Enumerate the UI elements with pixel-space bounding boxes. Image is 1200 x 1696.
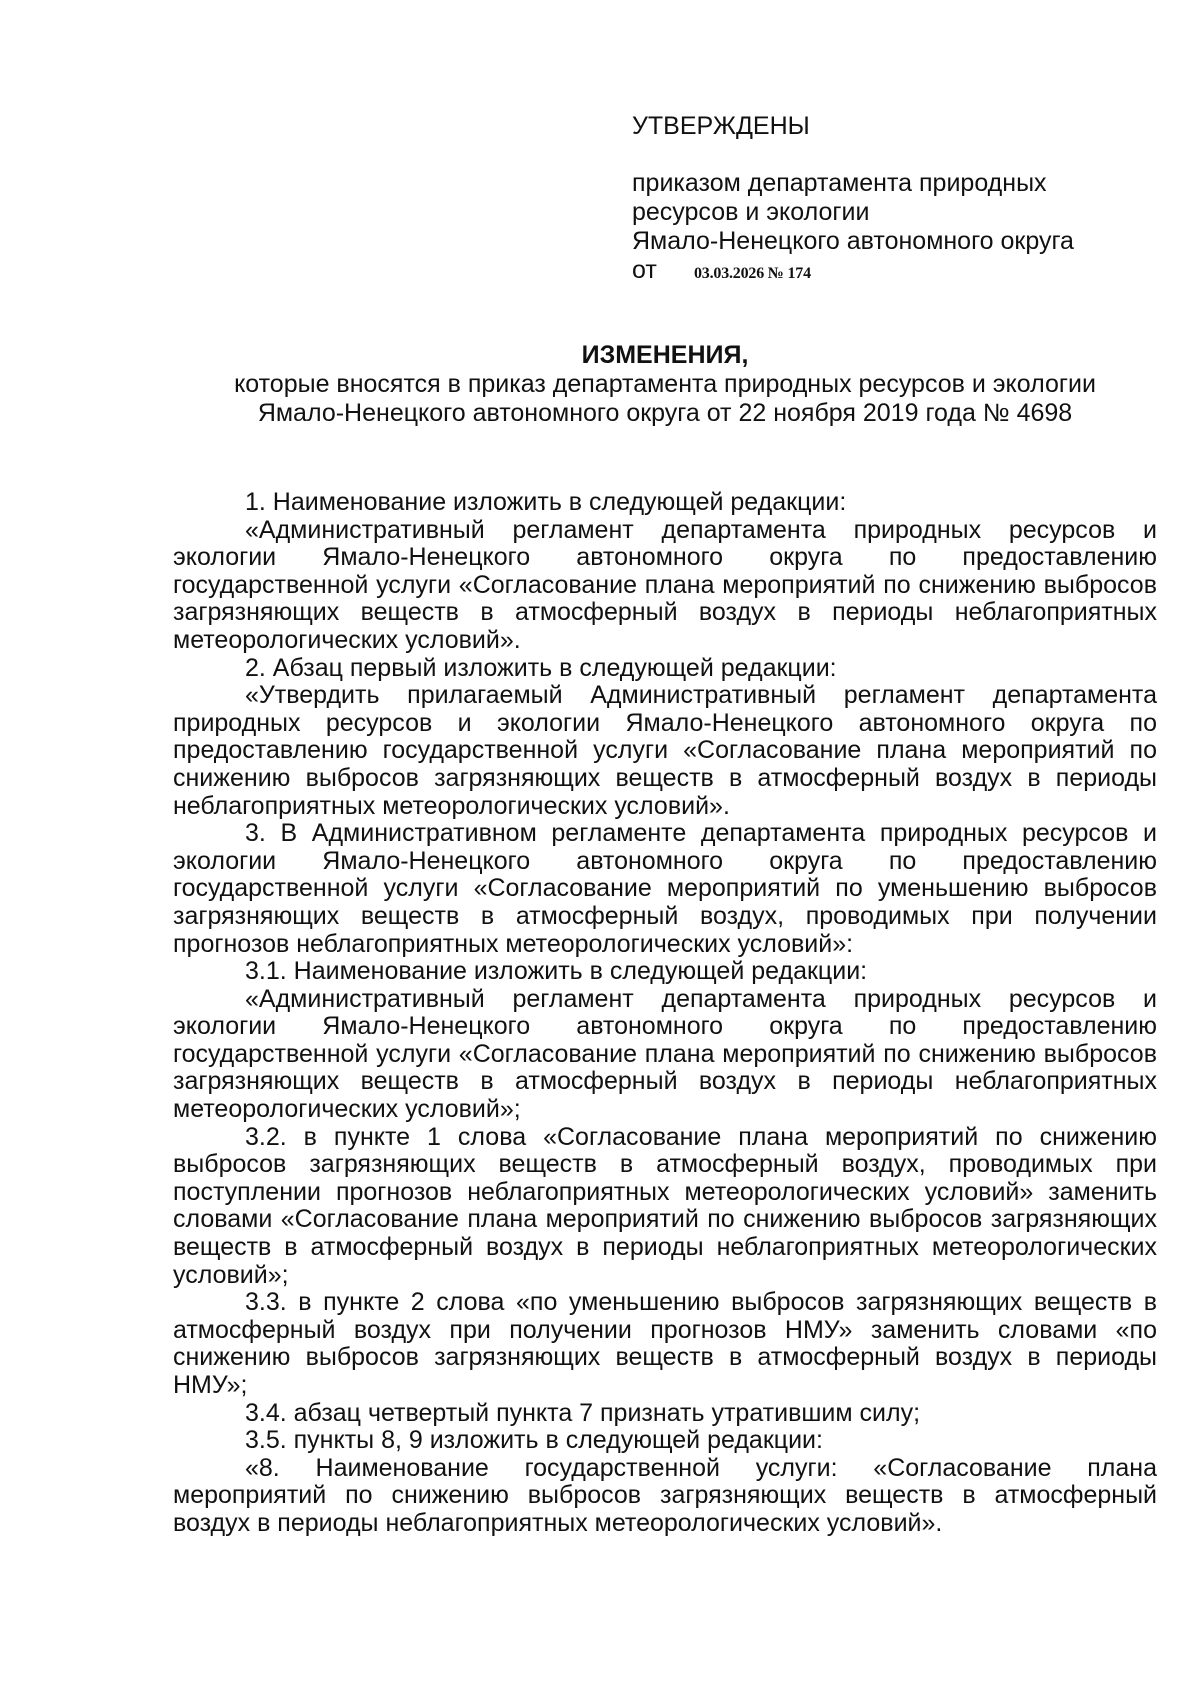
document-body bbox=[173, 489, 1157, 1538]
paragraph: «Административный регламент департамента природных ресурсов и экологии Ямало-Ненецкого автономного округа по предоставлению государственной услуги «Согласование плана мероприятий по снижению выбросов загрязняющих веществ в атмосферный воздух в периоды неблагоприятных метеорологических условий». bbox=[173, 515, 1157, 654]
approval-order-line: приказом департамента природных bbox=[632, 169, 1047, 197]
date-prefix: от bbox=[632, 256, 657, 284]
document-title-block bbox=[173, 341, 1157, 428]
document-subtitle-line: Ямало-Ненецкого автономного округа от 22 ноября 2019 года № 4698 bbox=[257, 399, 1073, 427]
approved-heading: УТВЕРЖДЕНЫ bbox=[632, 112, 810, 140]
document-title: ИЗМЕНЕНИЯ, bbox=[581, 341, 749, 369]
approval-order-line: ресурсов и экологии bbox=[632, 198, 870, 226]
document-subtitle-line: которые вносятся в приказ департамента природных ресурсов и экологии bbox=[234, 370, 1096, 398]
paragraph: «8. Наименование государственной услуги: «Согласование плана мероприятий по снижению выбросов загрязняющих веществ в атмосферный воздух в периоды неблагоприятных метеорологических условий». bbox=[173, 1453, 1157, 1537]
paragraph: 3.3. в пункте 2 слова «по уменьшению выбросов загрязняющих веществ в атмосферный воздух при получении прогнозов НМУ» заменить словами «по снижению выбросов загрязняющих веществ в атмосферный воздух в периоды НМУ»; bbox=[173, 1288, 1157, 1399]
paragraph: 1. Наименование изложить в следующей редакции: bbox=[245, 488, 847, 516]
paragraph: «Административный регламент департамента природных ресурсов и экологии Ямало-Ненецкого автономного округа по предоставлению государственной услуги «Согласование плана мероприятий по снижению выбросов загрязняющих веществ в атмосферный воздух в периоды неблагоприятных метеорологических условий»; bbox=[173, 984, 1157, 1124]
paragraph: 3. В Административном регламенте департамента природных ресурсов и экологии Ямало-Ненецкого автономного округа по предоставлению государственной услуги «Согласование мероприятий по уменьшению выбросов загрязняющих веществ в атмосферный воздух, проводимых при получении прогнозов неблагоприятных метеорологических условий»: bbox=[173, 819, 1157, 958]
paragraph: «Утвердить прилагаемый Административный регламент департамента природных ресурсов и экологии Ямало-Ненецкого автономного округа по предоставлению государственной услуги «Согласование плана мероприятий по снижению выбросов загрязняющих веществ в атмосферный воздух в периоды неблагоприятных метеорологических условий». bbox=[173, 681, 1157, 820]
paragraph: 3.1. Наименование изложить в следующей редакции: bbox=[245, 957, 868, 986]
paragraph: 3.2. в пункте 1 слова «Согласование плана мероприятий по снижению выбросов загрязняющих веществ в атмосферный воздух, проводимых при поступлении прогнозов неблагоприятных метеорологических условий» заменить словами «Согласование плана мероприятий по снижению выбросов загрязняющих веществ в атмосферный воздух в периоды неблагоприятных метеорологических условий»; bbox=[173, 1122, 1157, 1289]
paragraph: 3.5. пункты 8, 9 изложить в следующей редакции: bbox=[245, 1426, 823, 1455]
approval-block bbox=[632, 112, 1152, 288]
paragraph: 3.4. абзац четвертый пункта 7 признать утратившим силу; bbox=[245, 1398, 921, 1427]
approval-order-line: Ямало-Ненецкого автономного округа bbox=[632, 227, 1074, 255]
approval-date-line bbox=[632, 256, 1152, 288]
paragraph: 2. Абзац первый изложить в следующей редакции: bbox=[245, 653, 837, 682]
order-date-number: 03.03.2026 № 174 bbox=[694, 265, 811, 282]
